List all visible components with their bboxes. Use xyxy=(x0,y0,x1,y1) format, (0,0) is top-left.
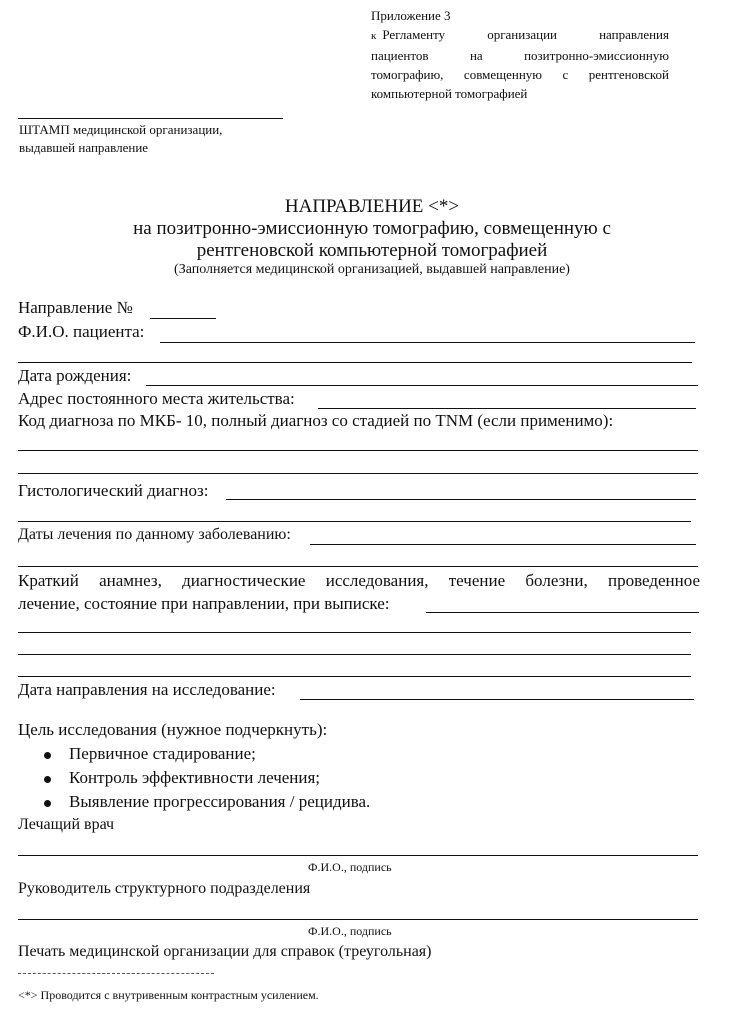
purpose-item-1[interactable]: Первичное стадирование; xyxy=(69,744,256,763)
field-address-label: Адрес постоянного места жительства: xyxy=(18,389,295,408)
stamp-underline xyxy=(18,118,283,119)
document-subtitle-1: на позитронно-эмиссионную томографию, совмещенную с xyxy=(133,218,611,239)
field-anamnesis-label-2: лечение, состояние при направлении, при выписке: xyxy=(18,594,390,613)
head-label: Руководитель структурного подразделения xyxy=(18,880,311,897)
field-fio-label: Ф.И.О. пациента: xyxy=(18,322,145,341)
stamp-line-1: ШТАМП медицинской организации, xyxy=(19,122,223,137)
field-histology-line[interactable] xyxy=(226,499,696,500)
doctor-fio-sign-caption: Ф.И.О., подпись xyxy=(308,860,392,874)
field-number-line[interactable] xyxy=(150,318,216,319)
purpose-item-3[interactable]: Выявление прогрессирования / рецидива. xyxy=(69,792,371,811)
field-anamnesis-line-0[interactable] xyxy=(426,612,699,613)
field-histology-label: Гистологический диагноз: xyxy=(18,481,209,500)
purpose-item-2[interactable]: Контроль эффективности лечения; xyxy=(69,768,321,787)
purpose-heading: Цель исследования (нужное подчеркнуть): xyxy=(18,720,328,739)
field-birth-line[interactable] xyxy=(146,385,698,386)
field-treatment-dates-line-2[interactable] xyxy=(18,566,698,567)
doctor-label: Лечащий врач xyxy=(18,816,115,833)
appendix-line-4: компьютерной томографией xyxy=(371,86,528,101)
field-histology-line-2[interactable] xyxy=(18,521,691,522)
appendix-block xyxy=(371,6,669,103)
field-anamnesis-label-1: Краткий анамнез, диагностические исследования, течение болезни, проведенное xyxy=(18,571,700,590)
document-note: (Заполняется медицинской организацией, выдавшей направление) xyxy=(174,262,570,277)
field-referral-date-line[interactable] xyxy=(300,699,694,700)
field-treatment-dates-line[interactable] xyxy=(310,544,696,545)
appendix-line-1 xyxy=(371,25,669,46)
field-anamnesis-line-2[interactable] xyxy=(18,654,691,655)
document-subtitle-2: рентгеновской компьютерной томографией xyxy=(196,240,548,261)
field-fio-line-2[interactable] xyxy=(18,362,692,363)
stamp-line-2: выдавшей направление xyxy=(19,140,149,155)
field-referral-date-label: Дата направления на исследование: xyxy=(18,680,276,699)
head-fio-sign-caption: Ф.И.О., подпись xyxy=(308,924,392,938)
field-diagnosis-line-2[interactable] xyxy=(18,473,698,474)
bullet-icon xyxy=(44,752,51,759)
field-diagnosis-line-1[interactable] xyxy=(18,450,698,451)
appendix-k: к xyxy=(371,30,377,42)
seal-label: Печать медицинской организации для справок (треугольная) xyxy=(18,943,432,960)
appendix-line-2: пациентов на позитронно-эмиссионную xyxy=(371,48,669,63)
field-fio-line[interactable] xyxy=(160,342,695,343)
appendix-line-1-text: Регламенту организации направления xyxy=(382,27,669,42)
appendix-line-3: томографию, совмещенную с рентгеновской xyxy=(371,67,669,82)
field-treatment-dates-label: Даты лечения по данному заболеванию: xyxy=(18,526,291,543)
document-title: НАПРАВЛЕНИЕ <*> xyxy=(284,196,460,217)
field-anamnesis-line-3[interactable] xyxy=(18,676,691,677)
field-address-line[interactable] xyxy=(318,408,696,409)
doctor-signature-line[interactable] xyxy=(18,855,698,856)
field-anamnesis-line-1[interactable] xyxy=(18,632,691,633)
bullet-icon xyxy=(44,800,51,807)
field-number-label: Направление № xyxy=(18,298,133,317)
field-birth-label: Дата рождения: xyxy=(18,366,132,385)
footnote-separator xyxy=(18,973,214,974)
head-signature-line[interactable] xyxy=(18,919,698,920)
field-diagnosis-label: Код диагноза по МКБ- 10, полный диагноз со стадией по TNM (если применимо): xyxy=(18,411,614,430)
stamp-block xyxy=(19,121,222,157)
bullet-icon xyxy=(44,776,51,783)
footnote: <*> Проводится с внутривенным контрастным усилением. xyxy=(18,988,319,1002)
appendix-title: Приложение 3 xyxy=(371,8,451,23)
